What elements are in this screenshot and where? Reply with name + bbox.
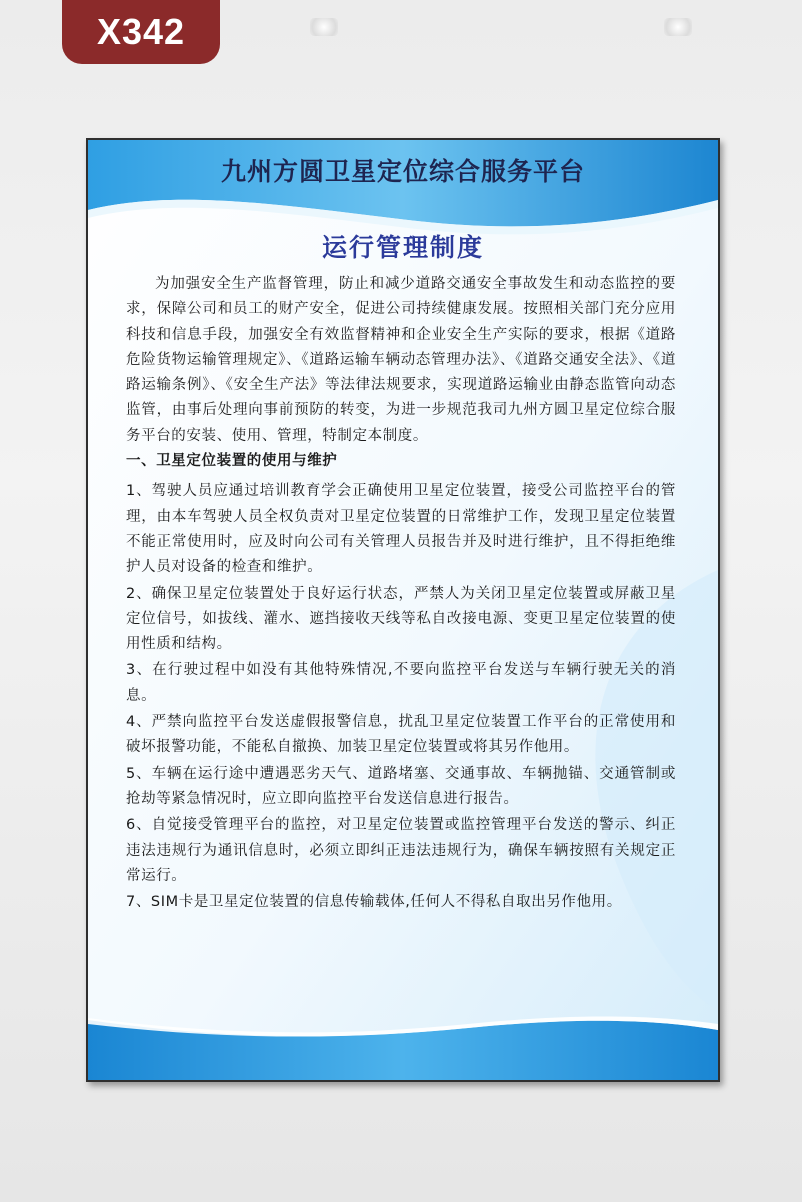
rule-item-4: 4、严禁向监控平台发送虚假报警信息，扰乱卫星定位装置工作平台的正常使用和破坏报警功能，不能私自撤换、加装卫星定位装置或将其另作他用。 xyxy=(126,714,676,756)
wall-light-left xyxy=(310,18,338,36)
rule-item-1: 1、驾驶人员应通过培训教育学会正确使用卫星定位装置，接受公司监控平台的管理，由本车驾驶人员全权负责对卫星定位装置的日常维护工作，发现卫星定位装置不能正常使用时，应及时向公司有关管理人员报告并及时进行维护，且不得拒绝维护人员对设备的检查和维护。 xyxy=(126,483,676,576)
rule-item-5: 5、车辆在运行途中遭遇恶劣天气、道路堵塞、交通事故、车辆抛锚、交通管制或抢劫等紧急情况时，应立即向监控平台发送信息进行报告。 xyxy=(126,765,676,807)
product-code-badge: X342 xyxy=(62,0,220,64)
rule-item-6: 6、自觉接受管理平台的监控，对卫星定位装置或监控管理平台发送的警示、纠正违法违规行为通讯信息时，必须立即纠正违法违规行为，确保车辆按照有关规定正常运行。 xyxy=(126,817,676,884)
section-heading: 一、卫星定位装置的使用与维护 xyxy=(126,453,338,470)
document-title: 运行管理制度 xyxy=(321,233,484,262)
notice-board xyxy=(86,138,720,1082)
wall-light-right xyxy=(664,18,692,36)
document-body xyxy=(126,272,676,916)
platform-title: 九州方圆卫星定位综合服务平台 xyxy=(220,157,585,186)
rule-item-7: 7、SIM卡是卫星定位装置的信息传输载体,任何人不得私自取出另作他用。 xyxy=(126,894,622,911)
rule-item-2: 2、确保卫星定位装置处于良好运行状态，严禁人为关闭卫星定位装置或屏蔽卫星定位信号，如拔线、灌水、遮挡接收天线等私自改接电源、变更卫星定位装置的使用性质和结构。 xyxy=(126,585,676,653)
rule-item-3: 3、在行驶过程中如没有其他特殊情况,不要向监控平台发送与车辆行驶无关的消息。 xyxy=(126,662,676,704)
intro-paragraph: 为加强安全生产监督管理，防止和减少道路交通安全事故发生和动态监控的要求，保障公司和员工的财产安全，促进公司持续健康发展。按照相关部门充分应用科技和信息手段，加强安全有效监督精神和企业安全生产实际的要求，根据《道路危险货物运输管理规定》、《道路运输车辆动态管理办法》、《道路交通安全法》、《道路运输条例》、《安全生产法》等法律法规要求，实现道路运输业由静态监管向动态监管，由事后处理向事前预防的转变，为进一步规范我司九州方圆卫星定位综合服务平台的安装、使用、管理，特制定本制度。 xyxy=(126,276,676,444)
